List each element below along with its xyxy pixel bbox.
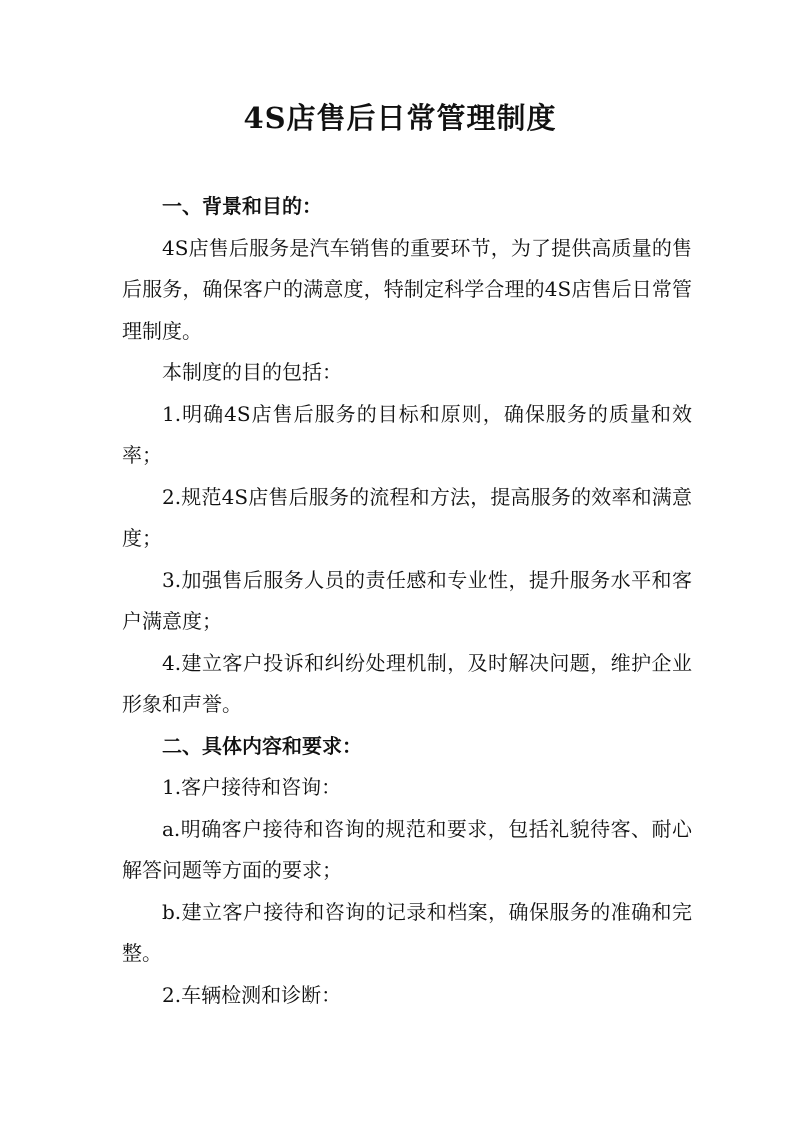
section-heading-background: 一、背景和目的： xyxy=(162,194,322,218)
content-item-1a: a.明确客户接待和咨询的规范和要求，包括礼貌待客、耐心解答问题等方面的要求； xyxy=(122,816,692,882)
document-title: 4S店售后日常管理制度 xyxy=(243,101,557,135)
purpose-item-3: 3.加强售后服务人员的责任感和专业性，提升服务水平和客户满意度； xyxy=(122,567,692,633)
content-item-2: 2.车辆检测和诊断： xyxy=(162,982,342,1007)
paragraph-intro: 4S店售后服务是汽车销售的重要环节，为了提供高质量的售后服务，确保客户的满意度，特制定科学合理的4S店售后日常管理制度。 xyxy=(122,235,692,343)
purpose-item-2: 2.规范4S店售后服务的流程和方法，提高服务的效率和满意度； xyxy=(122,484,692,550)
purpose-item-4: 4.建立客户投诉和纠纷处理机制，及时解决问题，维护企业形象和声誉。 xyxy=(122,650,692,716)
document-body xyxy=(122,186,692,1016)
content-item-1b: b.建立客户接待和咨询的记录和档案，确保服务的准确和完整。 xyxy=(122,899,692,965)
purpose-item-1: 1.明确4S店售后服务的目标和原则，确保服务的质量和效率； xyxy=(122,401,692,467)
paragraph-purpose-lead: 本制度的目的包括： xyxy=(162,360,342,384)
section-heading-content: 二、具体内容和要求： xyxy=(162,733,362,758)
content-item-1: 1.客户接待和咨询： xyxy=(162,775,342,799)
